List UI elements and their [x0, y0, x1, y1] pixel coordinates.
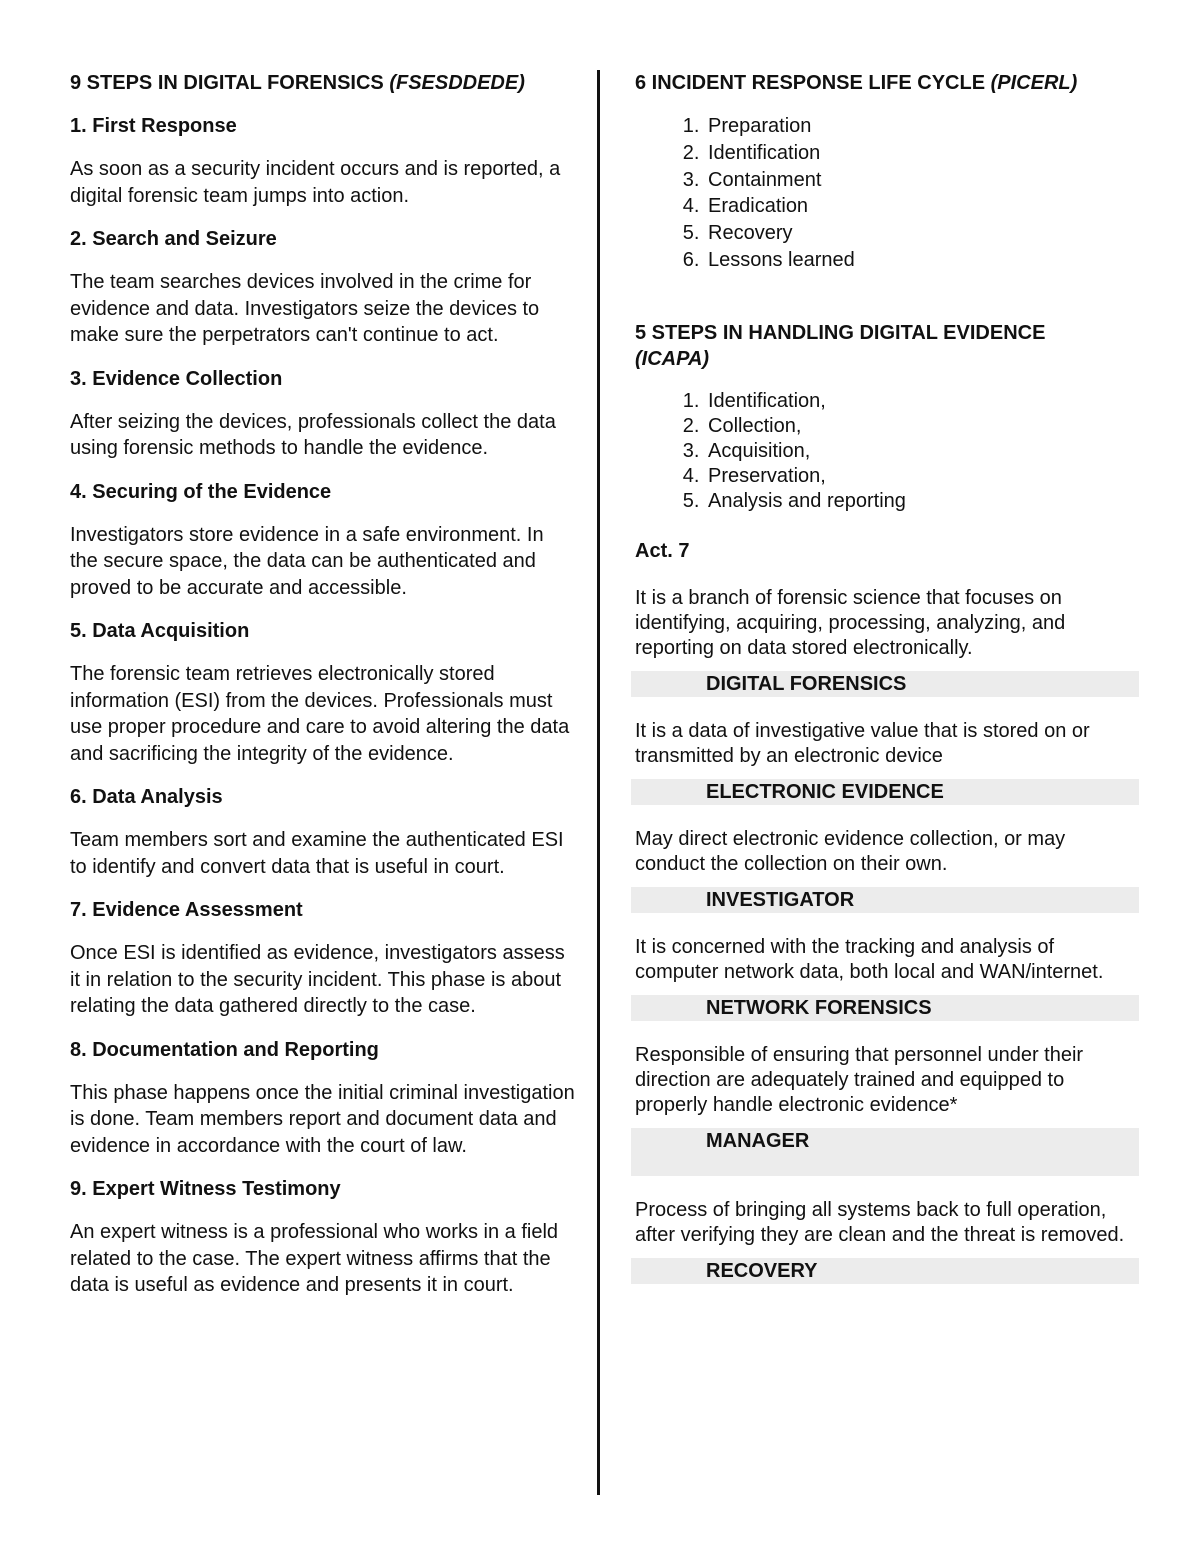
answer-box: DIGITAL FORENSICS: [631, 671, 1139, 697]
question-text: It is a branch of forensic science that focuses on identifying, acquiring, processing, analyzing, and reporting on data stored electronically.: [635, 586, 1066, 659]
step-body: The team searches devices involved in the crime for evidence and data. Investigators seize the devices to make sure the perpetrators can't continue to act.: [70, 271, 540, 346]
title-acronym: (FSESDDEDE): [389, 72, 525, 94]
digital-evidence-title: [635, 320, 1135, 372]
activity-title: Act. 7: [635, 539, 690, 562]
answer-box: MANAGER: [631, 1128, 1139, 1176]
step-heading: 2. Search and Seizure: [70, 228, 277, 250]
step-body: After seizing the devices, professionals collect the data using forensic methods to handle the evidence.: [70, 410, 556, 459]
question-text: May direct electronic evidence collection, or may conduct the collection on their own.: [635, 827, 1066, 875]
step-heading: 8. Documentation and Reporting: [70, 1038, 379, 1061]
list-item: 5. Analysis and reporting: [705, 489, 1135, 514]
list-item: 4. Eradication: [705, 193, 1135, 220]
step-heading: 6. Data Analysis: [70, 786, 223, 808]
forensics-steps-title: [70, 70, 575, 96]
list-item: 5. Recovery: [705, 220, 1135, 247]
list-item: 3. Containment: [705, 167, 1135, 194]
title-text: 6 INCIDENT RESPONSE LIFE CYCLE: [635, 72, 986, 94]
step-body: Team members sort and examine the authenticated ESI to identify and convert data that is useful in court.: [70, 829, 564, 878]
question-text: Process of bringing all systems back to full operation, after verifying they are clean and the threat is removed.: [635, 1198, 1125, 1246]
answer-box: ELECTRONIC EVIDENCE: [631, 779, 1139, 805]
spacer: [635, 274, 1135, 320]
step-heading: 1. First Response: [70, 115, 237, 137]
answer-box: NETWORK FORENSICS: [631, 995, 1139, 1021]
list-item: 4. Preservation,: [705, 464, 1135, 489]
answer-box: RECOVERY: [631, 1258, 1139, 1284]
list-item: 2. Collection,: [705, 414, 1135, 439]
list-item: 2. Identification: [705, 140, 1135, 167]
step-heading: 5. Data Acquisition: [70, 620, 250, 642]
question-text: It is a data of investigative value that is stored on or transmitted by an electronic device: [635, 719, 1090, 767]
step-body: Investigators store evidence in a safe environment. In the secure space, the data can be authenticated and proved to be accurate and accessible.: [70, 523, 544, 599]
title-text: 5 STEPS IN HANDLING DIGITAL EVIDENCE: [635, 321, 1046, 344]
incident-response-list: [635, 113, 1135, 274]
list-item: 3. Acquisition,: [705, 439, 1135, 464]
step-body: An expert witness is a professional who works in a field related to the case. The expert witness affirms that the data is useful as evidence and presents it in court.: [70, 1221, 559, 1296]
list-item: 1. Identification,: [705, 389, 1135, 414]
list-item: 1. Preparation: [705, 113, 1135, 140]
question-text: It is concerned with the tracking and analysis of computer network data, both local and WAN/internet.: [635, 935, 1104, 983]
step-heading: 3. Evidence Collection: [70, 367, 283, 390]
answer-box: INVESTIGATOR: [631, 887, 1139, 913]
list-item: 6. Lessons learned: [705, 247, 1135, 274]
step-heading: 7. Evidence Assessment: [70, 899, 303, 921]
title-acronym: (PICERL): [990, 72, 1078, 94]
title-acronym: (ICAPA): [635, 347, 710, 370]
left-column: [70, 70, 575, 1299]
right-column: [635, 70, 1135, 1284]
title-text: 9 STEPS IN DIGITAL FORENSICS: [70, 72, 384, 94]
incident-response-title: [635, 70, 1135, 96]
step-body: Once ESI is identified as evidence, investigators assess it in relation to the security incident. This phase is about relating the data gathered directly to the case.: [70, 942, 565, 1017]
step-heading: 4. Securing of the Evidence: [70, 480, 332, 503]
column-divider: [597, 70, 600, 1495]
step-body: The forensic team retrieves electronically stored information (ESI) from the devices. Professionals must use proper procedure and care to avoid altering the data and sacrificing the integrity of the evidence.: [70, 663, 570, 765]
step-body: As soon as a security incident occurs and is reported, a digital forensic team jumps into action.: [70, 158, 561, 207]
digital-evidence-list: [635, 389, 1135, 514]
step-heading: 9. Expert Witness Testimony: [70, 1178, 341, 1200]
step-body: This phase happens once the initial criminal investigation is done. Team members report and document data and evidence in accordance with the court of law.: [70, 1081, 575, 1157]
question-text: Responsible of ensuring that personnel under their direction are adequately trained and equipped to properly handle electronic evidence*: [635, 1043, 1084, 1116]
